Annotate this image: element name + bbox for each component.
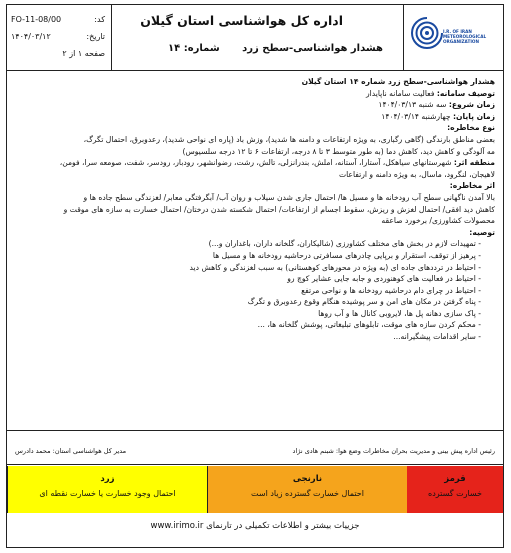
- advice-item: - تمهیدات لازم در بخش های مختلف کشاورزی (شالیکاران، گلخانه داران، باغداران و...): [208, 239, 481, 249]
- code-row: [11, 11, 105, 28]
- start-label: زمان شروع:: [448, 100, 495, 110]
- region-label: منطقه اثر:: [453, 158, 495, 168]
- level-name: قرمز: [444, 474, 466, 484]
- warning-document: [6, 4, 504, 548]
- code-value: FO-11-08/00: [11, 15, 62, 24]
- effects-line: محصولات کشاورزی/ برخورد صاعقه: [381, 216, 495, 226]
- effects-line: بالا آمدن ناگهانی سطح آب رودخانه ها و مسیل ها/ احتمال جاری شدن سیلاب و روان آب/ آبگرفتگی معابر/ لغزندگی سطح جاده ها و: [83, 192, 495, 202]
- desc-label: توصیف سامانه:: [436, 88, 495, 98]
- advice-item: - احتیاط در چرای دام درحاشیه رودخانه ها و نواحی مرتفع: [301, 285, 481, 295]
- meteorological-organization-logo: [411, 17, 443, 49]
- level-desc: خسارت گسترده: [428, 489, 482, 498]
- logo-text: I.R. OF IRAN METEOROLOGICAL ORGANIZATION: [443, 29, 487, 44]
- region-line: شهرستانهای سیاهکل، آستارا، آستانه، املش، بندرانزلی، تالش، رشت، رضوانشهر، رودبار، رودسر، شفت، صومعه سرا، فومن،: [59, 158, 452, 168]
- date-label: تاریخ:: [86, 32, 105, 41]
- page-label: صفحه ۱ از ۲: [62, 49, 105, 58]
- page-row: [11, 45, 105, 62]
- level-desc: احتمال وجود خسارت یا خسارت نقطه ای: [39, 489, 176, 498]
- meta-cell: [7, 5, 112, 71]
- start-row: [15, 99, 495, 111]
- director-signature: مدیر کل هواشناسی استان: محمد دادرس: [15, 447, 127, 455]
- effects-label: اثر مخاطره:: [449, 181, 495, 191]
- logo-cell: [403, 5, 503, 71]
- region-row: [15, 157, 495, 169]
- alert-levels-table: [7, 466, 503, 513]
- desc-row: [15, 88, 495, 100]
- date-value: ۱۴۰۴/۰۳/۱۲: [11, 32, 51, 41]
- advice-item: - سایر اقدامات پیشگیرانه...: [393, 332, 481, 342]
- desc-value: فعالیت سامانه ناپایدار: [365, 88, 435, 98]
- level-name: زرد: [100, 474, 115, 484]
- document-header: [7, 5, 503, 71]
- danger-label: نوع مخاطره:: [447, 123, 495, 133]
- title-cell: [113, 5, 403, 71]
- advice-item: - پرهیز از توقف، استقرار و برپایی چادرهای مسافرتی درحاشیه رودخانه ها و مسیل ها: [212, 250, 481, 260]
- level-desc: احتمال خسارت گسترده زیاد است: [251, 489, 364, 498]
- effects-line: کاهش دید افقی/ احتمال لغزش و ریزش، سقوط اجسام از ارتفاعات/ احتمال شکسته شدن درختان/ احتمال خسارت به سازه های موقت و: [63, 204, 495, 214]
- org-title: اداره کل هواشناسی استان گیلان: [140, 13, 343, 28]
- date-row: [11, 28, 105, 45]
- region-line: لاهیجان، لنگرود، ماسال، به ویژه دامنه و ارتفاعات: [338, 169, 495, 179]
- level-yellow: [7, 466, 207, 513]
- advice-label: توصیه:: [469, 227, 495, 237]
- danger-line: بعضی مناطق بارندگی (گاهی رگباری، به ویژه ارتفاعات و دامنه ها شدید)، وزش باد (پاره ای نواحی شدید)، رعدوبرق، احتمال تگرگ،: [83, 134, 495, 144]
- end-row: [15, 111, 495, 123]
- prepared-by: رئیس اداره پیش بینی و مدیریت بحران مخاطرات وضع هوا: شبنم هادی نژاد: [292, 447, 495, 455]
- advice-item: - احتیاط در فعالیت های کوهنوردی و جابه جایی عشایر کوچ رو: [287, 274, 481, 284]
- signature-row: [7, 430, 503, 465]
- end-label: زمان پایان:: [453, 111, 495, 121]
- warning-title: هشدار هواشناسی-سطح زرد: [242, 43, 383, 54]
- advice-item: - پناه گرفتن در مکان های امن و سر پوشیده هنگام وقوع رعدوبرق و تگرگ: [247, 297, 481, 307]
- level-orange: [207, 466, 407, 513]
- advice-item: - پاک سازی دهانه پل ها، لایروبی کانال ها و آب روها: [318, 308, 481, 318]
- warning-number: شماره: ۱۴: [168, 43, 220, 54]
- level-red: [407, 466, 503, 513]
- advice-item: - محکم کردن سازه های موقت، تابلوهای تبلیغاتی، پوشش گلخانه ها، ...: [257, 320, 481, 330]
- danger-line: مه آلودگی و کاهش دید، کاهش دما (به طور متوسط ۳ تا ۸ درجه، ارتفاعات ۶ تا ۱۲ درجه سلسیوس): [182, 146, 495, 156]
- start-value: سه شنبه ۱۴۰۴/۰۳/۱۳: [378, 100, 447, 110]
- end-value: چهارشنبه ۱۴۰۴/۰۳/۱۴: [381, 111, 451, 121]
- footer-link-text[interactable]: جزییات بیشتر و اطلاعات تکمیلی در تارنمای www.irimo.ir: [150, 521, 360, 531]
- code-label: کد:: [94, 15, 105, 24]
- level-name: نارنجی: [292, 474, 323, 484]
- body-heading: هشدار هواشناسی-سطح زرد شماره ۱۴ استان گیلان: [301, 77, 495, 86]
- advice-item: - احتیاط در ترددهای جاده ای (به ویژه در محورهای کوهستانی) به سبب لغزندگی و کاهش دید: [189, 262, 481, 272]
- warning-body: [7, 72, 503, 430]
